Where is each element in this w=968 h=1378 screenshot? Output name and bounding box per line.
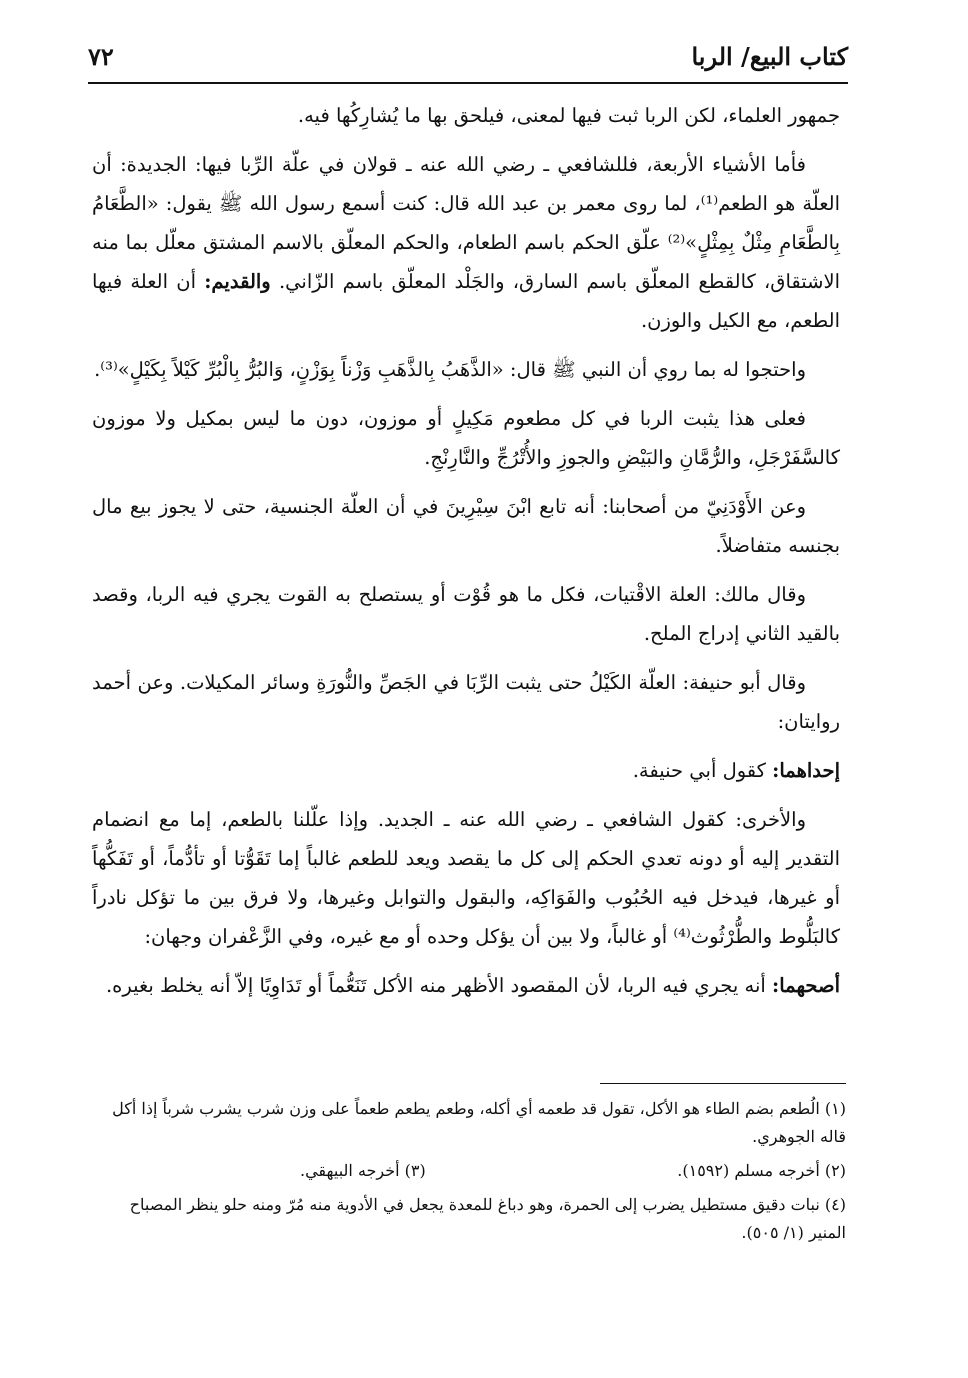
paragraph-text: أنه يجري فيه الربا، لأن المقصود الأظهر منه الأكل تَنَعُّماً أو تَدَاوِيًا إلاّ أنه يخلط بغيره.: [105, 974, 766, 997]
footnote-1: (١) الُطعم بضم الطاء هو الأكل، تقول قد طعمه أي أكله، وطعم يطعم طعماً على وزن شرب يشرب شرباً إذا أكل قاله الجوهري.: [112, 1099, 846, 1146]
running-header: [88, 38, 848, 78]
label-first: إحداهما:: [772, 759, 840, 782]
paragraph-awdani: وعن الأَوْدَنِيّ من أصحابنا: أنه تابع ابْنَ سِيْرِينَ في أن العلّة الجنسية، حتى لا يجوز بيع مال بجنسه متفاضلاً.: [92, 495, 840, 557]
paragraph-second-narration: والأخرى: كقول الشافعي ـ رضي الله عنه ـ الجديد. وإذا علّلنا بالطعم، إما مع انضمام التقدير إليه أو دونه تعدي الحكم إلى كل ما يقصد ويعد للطعم غالباً إما تَقَوُّتا أو تأدُّماً، أو تَفَكُّهاً أو غيرها، فيدخل فيه الحُبُوب والفَوَاكِه، والبقول والتوابل وغيرها، ولا فرق بين ما تؤكل نادراً كالبَلُّوط والطُّرْثُوث⁽⁴⁾ أو غالباً، ولا بين أن يؤكل وحده أو مع غيره، وفي الزَّعْفران وجهان:: [92, 808, 840, 948]
footnote-4: (٤) نبات دقيق مستطيل يضرب إلى الحمرة، وهو دباغ للمعدة يجعل في الأدوية منه مُرّ ومنه حلو ينظر المصباح المنير (١/ ٥٠٥).: [129, 1195, 846, 1242]
footnotes: [100, 1095, 846, 1253]
footnote-row-2-3: [100, 1157, 846, 1185]
paragraph-consequence: فعلى هذا يثبت الربا في كل مطعوم مَكِيلٍ أو موزون، دون ما ليس بمكيل ولا موزون كالسَّفَرْجَلِ، والرُّمَّانِ والبَيْضِ والجوزِ والأُتْرُجِّ والنَّارِنْجِ.: [92, 407, 840, 469]
header-rule: [88, 82, 848, 84]
label-sahih: أصحهما:: [772, 974, 840, 997]
paragraph-intro: جمهور العلماء، لكن الربا ثبت فيها لمعنى، فيلحق بها ما يُشارِكُها فيه.: [297, 104, 840, 127]
paragraph-abu-hanifa: وقال أبو حنيفة: العلّة الكَيْلُ حتى يثبت الرِّبَا في الجَصِّ والنُّورَةِ وسائر المكيلات. وعن أحمد روايتان:: [92, 671, 840, 733]
footnote-3: (٣) أخرجه البيهقي.: [300, 1161, 426, 1180]
label-old-opinion: والقديم:: [204, 270, 271, 293]
paragraph-first-narration: [92, 751, 840, 790]
paragraph-shafii-new: [92, 145, 840, 340]
footnote-2: (٢) أخرجه مسلم (١٥٩٢).: [677, 1161, 846, 1180]
paragraph-malik: وقال مالك: العلة الاقْتيات، فكل ما هو قُوْت أو يستصلح به القوت يجري فيه الربا، وقصد بالقيد الثاني إدراج الملح.: [92, 583, 840, 645]
header-title: كتاب البيع/ الربا: [691, 42, 848, 71]
paragraph-text: فأما الأشياء الأربعة، فللشافعي ـ رضي الله عنه ـ قولان في علّة الرِّبا فيها: الجديدة: أن العلّة هو الطعم⁽¹⁾، لما روى معمر بن عبد الله قال: كنت أسمع رسول الله ﷺ يقول: «الطَّعَامُ بِالطَّعَامِ مِثْلٌ بِمِثْلٍ»⁽²⁾ علّق الحكم باسم الطعام، والحكم المعلّق بالاسم المشتق معلّل بما منه الاشتقاق، كالقطع المعلّق باسم السارق، والجَلْد المعلّق باسم الزّاني.: [92, 153, 841, 293]
paragraph-text: كقول أبي حنيفة.: [632, 759, 766, 782]
footnote-rule: [600, 1083, 846, 1084]
page-number: ٧٢: [88, 42, 114, 71]
body-text: [92, 96, 840, 1015]
paragraph-text: أن العلة فيها الطعم، مع الكيل والوزن.: [92, 270, 840, 332]
paragraph-hadith: واحتجوا له بما روي أن النبي ﷺ قال: «الذَّهَبُ بِالذَّهَبِ وَزْناً بِوَزْنٍ، وَالبُرُّ بِالْبُرِّ كَيْلاً بِكَيْلٍ»⁽³⁾.: [94, 358, 806, 381]
paragraph-sahih: [92, 966, 840, 1005]
